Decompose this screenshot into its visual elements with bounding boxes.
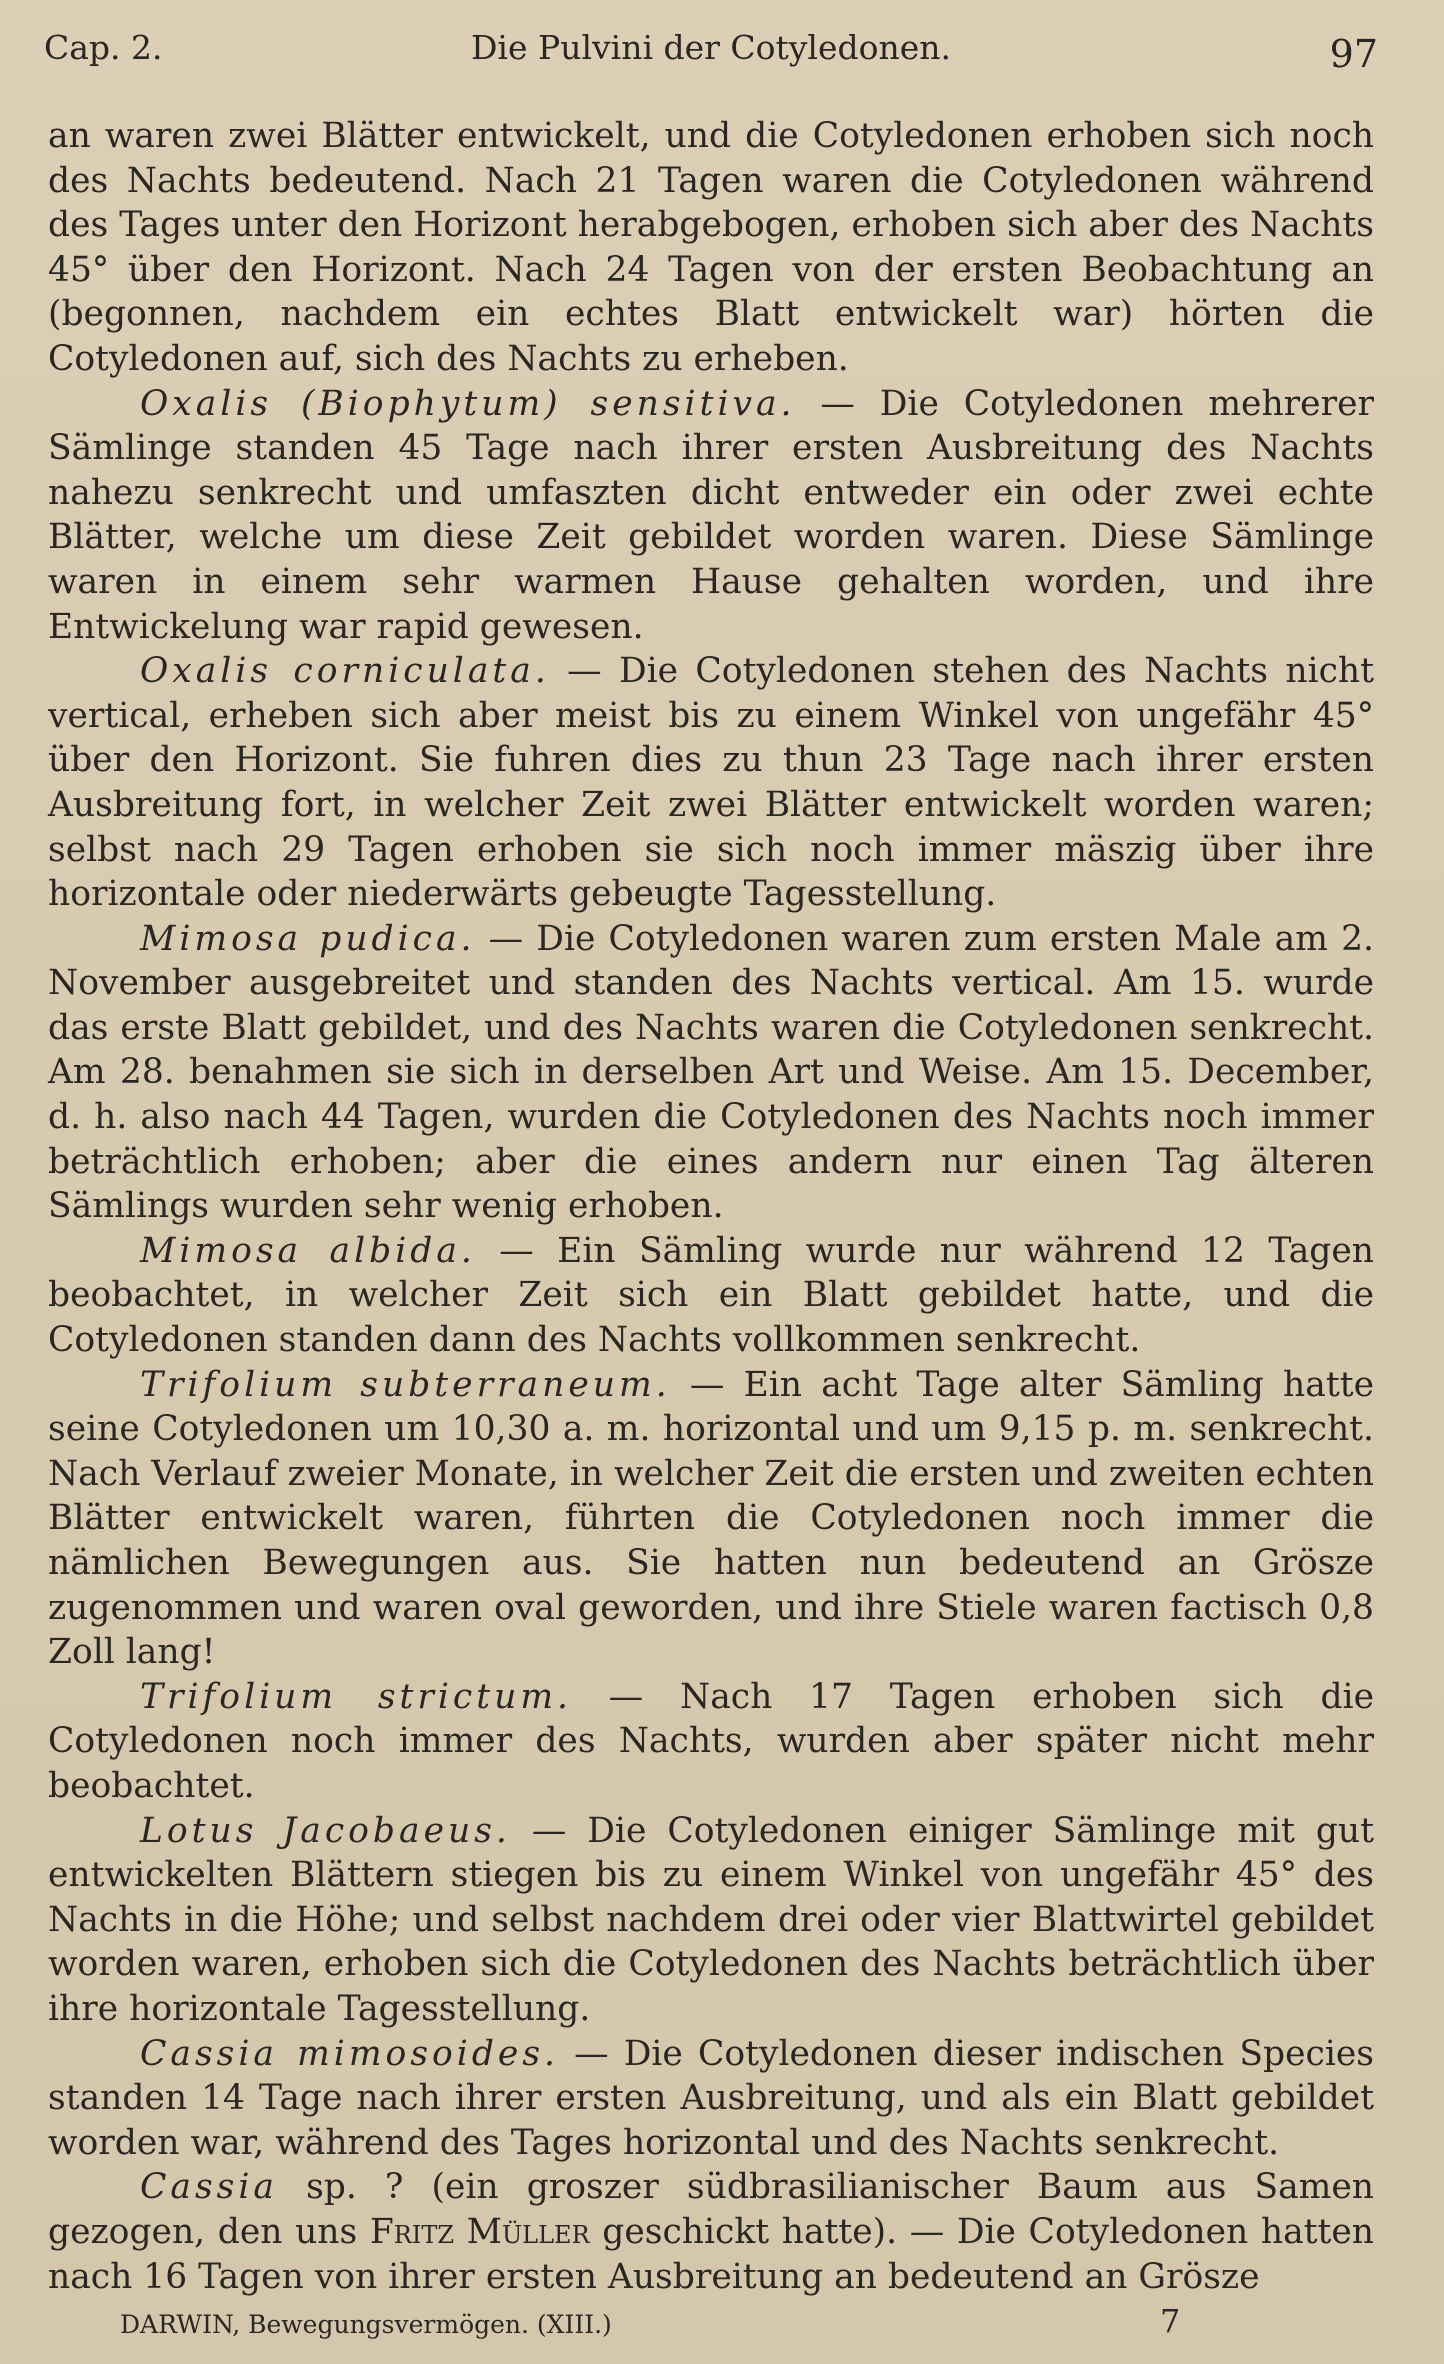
paragraph-trifolium-subterraneum <box>48 1363 1374 1675</box>
running-header <box>44 22 1378 78</box>
paragraph-text: — Die Cotyledonen dieser indischen Species standen 14 Tage nach ihrer ersten Ausbreitung, und als ein Blatt gebildet worden war, während des Tages horizontal und des Nachts senkrecht. <box>48 2033 1374 2163</box>
species-name: Cassia <box>140 2167 278 2208</box>
paragraph-oxalis-sensitiva <box>48 382 1374 650</box>
body-text <box>48 114 1374 2299</box>
paragraph-lotus-jacobaeus <box>48 1809 1374 2032</box>
paragraph-mimosa-pudica <box>48 917 1374 1229</box>
paragraph-oxalis-corniculata <box>48 649 1374 917</box>
paragraph-text: — Ein acht Tage alter Sämling hatte seine Cotyledonen um 10,30 a. m. horizontal und um 9,15 p. m. senkrecht. Nach Verlauf zweier Monate, in welcher Zeit die ersten und zweiten echten Blätter entwickelt waren, führten die Cotyledonen noch immer die nämlichen Bewegungen aus. Sie hatten nun bedeutend an Grösze zugenommen und waren oval geworden, und ihre Stiele waren factisch 0,8 Zoll lang! <box>48 1364 1374 1673</box>
paragraph-text: — Nach 17 Tagen erhoben sich die Cotyledonen noch immer des Nachts, wurden aber später nicht mehr beobachtet. <box>48 1676 1374 1806</box>
paragraph-cassia-mimosoides <box>48 2032 1374 2166</box>
paragraph-text: geschickt hatte). — Die Cotyledonen hatten nach 16 Tagen von ihrer ersten Ausbreitung an bedeutend an Grösze <box>48 2211 1375 2297</box>
person-name: Fritz Müller <box>369 2211 590 2252</box>
species-name: Lotus Jacobaeus. <box>140 1810 511 1851</box>
printer-signature: DARWIN, Bewegungsvermögen. (XIII.) <box>120 2310 612 2339</box>
species-name: Mimosa albida. <box>140 1230 476 1271</box>
species-name: Oxalis (Biophytum) sensitiva. <box>140 383 796 424</box>
paragraph-text: — Die Cotyledonen waren zum ersten Male am 2. November ausgebreitet und standen des Nachts vertical. Am 15. wurde das erste Blatt gebildet, und des Nachts waren die Cotyledonen senkrecht. Am 28. benahmen sie sich in derselben Art und Weise. Am 15. December, d. h. also nach 44 Tagen, wurden die Cotyledonen des Nachts noch immer beträchtlich erhoben; aber die eines andern nur einen Tag älteren Sämlings wurden sehr wenig erhoben. <box>48 918 1374 1227</box>
chapter-label: Cap. 2. <box>44 28 163 67</box>
paragraph-trifolium-strictum <box>48 1675 1374 1809</box>
paragraph-text: — Die Cotyledonen mehrerer Sämlinge standen 45 Tage nach ihrer ersten Ausbreitung des Nachts nahezu senkrecht und umfaszten dicht entweder ein oder zwei echte Blätter, welche um diese Zeit gebildet worden waren. Diese Sämlinge waren in einem sehr warmen Hause gehalten worden, und ihre Entwickelung war rapid gewesen. <box>48 383 1374 647</box>
species-name: Trifolium strictum. <box>140 1676 573 1717</box>
paragraph-continuation <box>48 114 1374 382</box>
paragraph-text: an waren zwei Blätter entwickelt, und die Cotyledonen erhoben sich noch des Nachts bedeutend. Nach 21 Tagen waren die Cotyledonen während des Tages unter den Horizont herabgebogen, erhoben sich aber des Nachts 45° über den Horizont. Nach 24 Tagen von der ersten Beobachtung an (begonnen, nachdem ein echtes Blatt entwickelt war) hörten die Cotyledonen auf, sich des Nachts zu erheben. <box>48 116 1374 379</box>
species-name: Oxalis corniculata. <box>140 651 550 692</box>
sheet-number: 7 <box>1160 2302 1181 2340</box>
species-name: Trifolium subterraneum. <box>140 1364 671 1405</box>
paragraph-text: sp. ? (ein groszer südbrasilianischer Baum aus Samen gezogen, den uns <box>48 2167 1374 2252</box>
paragraph-text: — Ein Sämling wurde nur während 12 Tagen beobachtet, in welcher Zeit sich ein Blatt gebildet hatte, und die Cotyledonen standen dann des Nachts vollkommen senkrecht. <box>48 1230 1374 1361</box>
paragraph-text: — Die Cotyledonen einiger Sämlinge mit gut entwickelten Blättern stiegen bis zu einem Winkel von ungefähr 45° des Nachts in die Höhe; und selbst nachdem drei oder vier Blattwirtel gebildet worden waren, erhoben sich die Cotyledonen des Nachts beträchtlich über ihre horizontale Tagesstellung. <box>48 1810 1374 2029</box>
paragraph-cassia-sp <box>48 2165 1374 2299</box>
paragraph-text: — Die Cotyledonen stehen des Nachts nicht vertical, erheben sich aber meist bis zu einem Winkel von ungefähr 45° über den Horizont. Sie fuhren dies zu thun 23 Tage nach ihrer ersten Ausbreitung fort, in welcher Zeit zwei Blätter entwickelt worden waren; selbst nach 29 Tagen erhoben sie sich noch immer mäszig über ihre horizontale oder niederwärts gebeugte Tagesstellung. <box>48 651 1374 915</box>
running-title: Die Pulvini der Cotyledonen. <box>470 28 952 67</box>
page-number: 97 <box>1329 32 1378 76</box>
paragraph-mimosa-albida <box>48 1229 1374 1363</box>
species-name: Cassia mimosoides. <box>140 2033 560 2074</box>
species-name: Mimosa pudica. <box>140 918 476 959</box>
